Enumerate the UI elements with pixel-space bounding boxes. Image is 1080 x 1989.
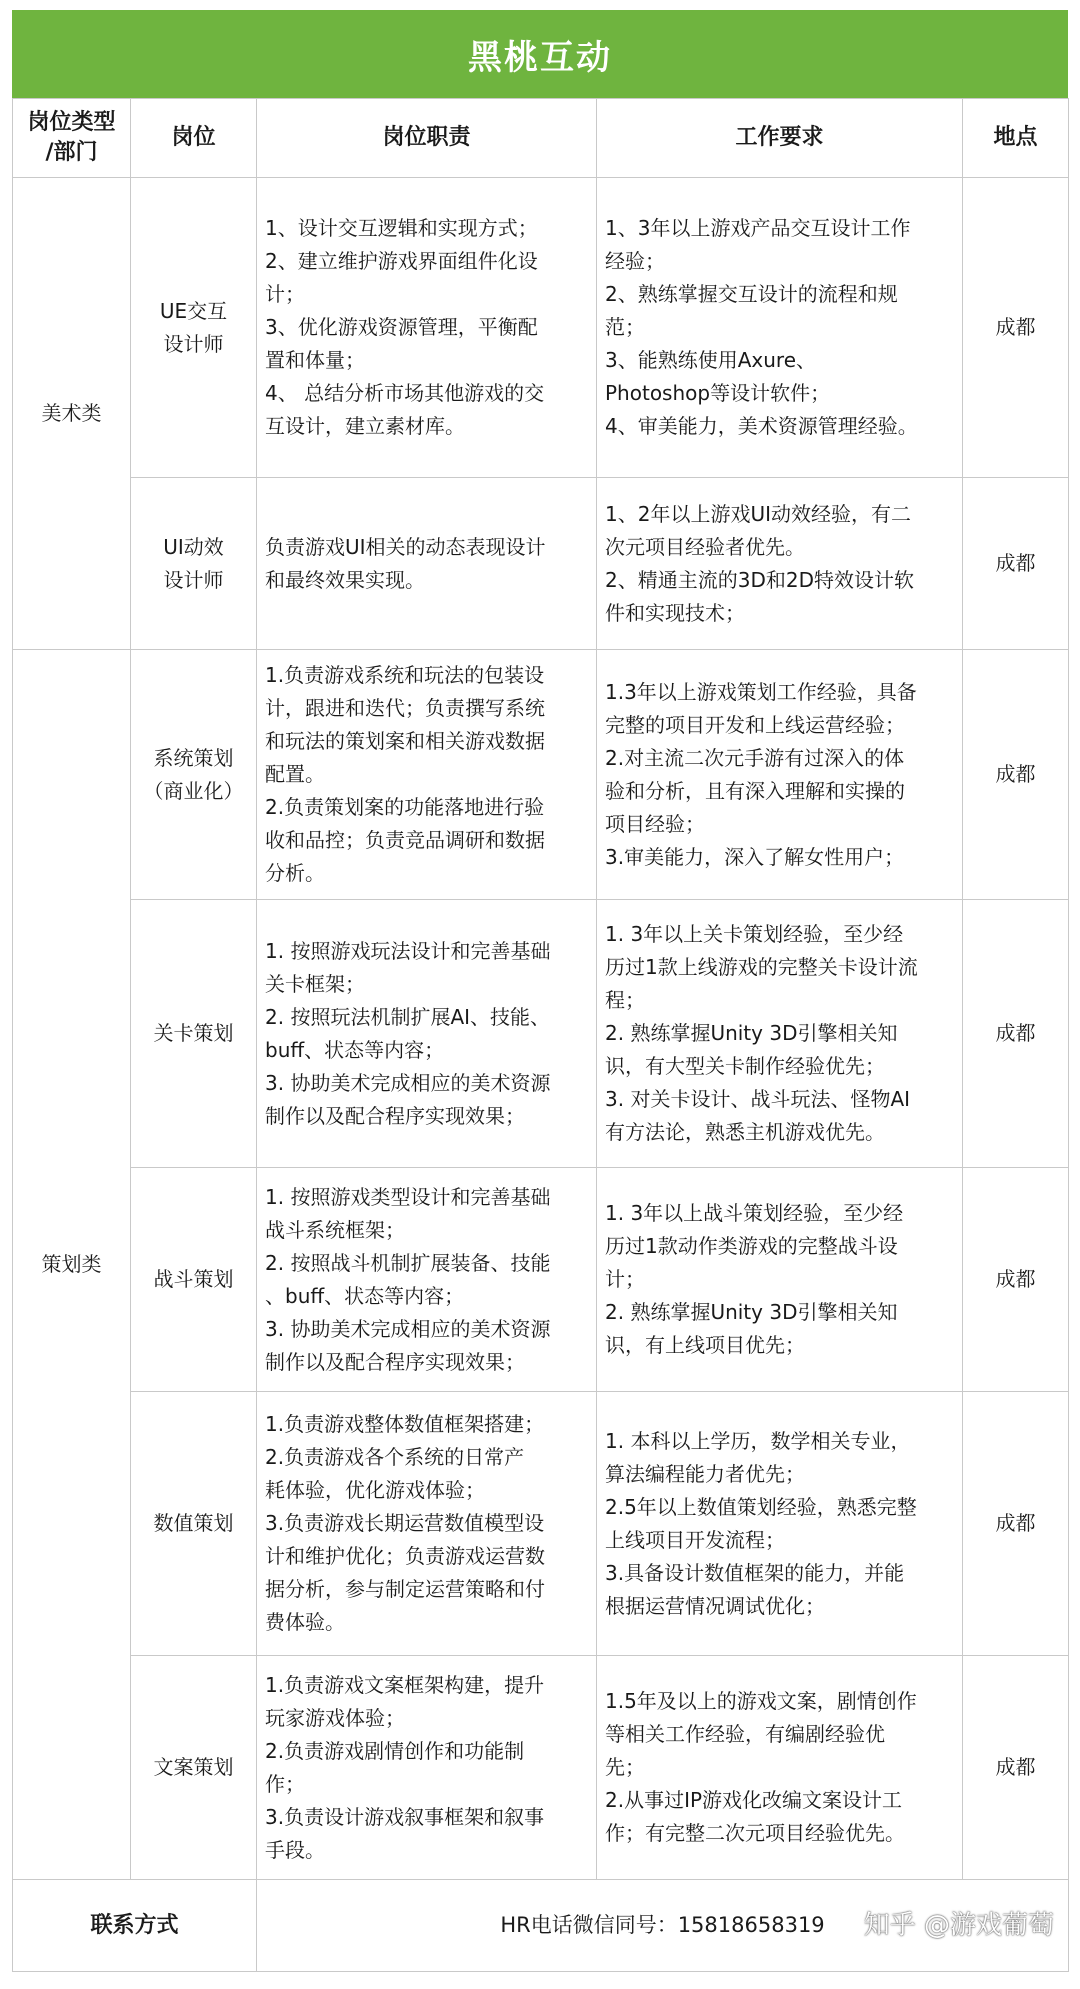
requirement-line: 根据运营情况调试优化； [605,1593,825,1618]
duty-line: 费体验。 [265,1610,345,1634]
requirement-line: 3. 对关卡设计、战斗玩法、怪物AI [605,1087,911,1111]
duties-cell [257,1656,597,1880]
position-cell [131,1168,257,1392]
requirements-cell [597,650,963,900]
header-location: 地点 [963,99,1069,178]
department-cell: 美术类 [13,178,131,650]
requirement-line: 历过1款上线游戏的完整关卡设计流 [605,955,918,979]
duties-cell [257,478,597,650]
duty-line: 2. 按照战斗机制扩展装备、技能 [265,1250,551,1275]
requirement-line: 算法编程能力者优先； [605,1461,805,1486]
location-cell: 成都 [963,1656,1069,1880]
requirement-line: 验和分析，且有深入理解和实操的 [605,778,905,803]
header-type: 岗位类型 /部门 [13,99,131,178]
duty-line: 和最终效果实现。 [265,567,425,592]
position-cell [131,900,257,1168]
department-cell: 策划类 [13,650,131,1880]
duty-line: 1.负责游戏整体数值框架搭建； [265,1412,545,1436]
requirement-line: 件和实现技术； [605,600,745,625]
duty-line: 战斗系统框架； [265,1217,405,1242]
duty-line: 3.负责设计游戏叙事框架和叙事 [265,1804,545,1829]
duty-line: 关卡框架； [265,971,365,996]
duties-cell [257,1392,597,1656]
duty-line: 计，跟进和迭代；负责撰写系统 [265,696,545,720]
position-line: 数值策划 [153,1511,234,1535]
job-row [13,1168,1069,1392]
duty-line: buff、状态等内容； [265,1037,445,1062]
position-line: UI动效 [163,534,224,559]
requirement-line: 2、熟练掌握交互设计的流程和规 [605,282,898,306]
position-line: 关卡策划 [153,1021,234,1045]
duty-line: 和玩法的策划案和相关游戏数据 [265,729,545,753]
requirement-line: 1、2年以上游戏UI动效经验，有二 [605,501,911,526]
position-line: 设计师 [163,567,224,592]
contact-value-cell [257,1880,1069,1972]
requirements-cell [597,478,963,650]
location-cell: 成都 [963,1168,1069,1392]
duties-cell [257,178,597,478]
requirement-line: 1.5年及以上的游戏文案，剧情创作 [605,1689,917,1713]
position-cell [131,178,257,478]
duty-line: 4、 总结分析市场其他游戏的交 [265,381,545,405]
header-duties: 岗位职责 [257,99,597,178]
duty-line: 置和体量； [265,348,365,372]
duty-line: 1.负责游戏文案框架构建，提升 [265,1672,545,1697]
duty-line: 3、优化游戏资源管理，平衡配 [265,315,538,339]
duty-line: 、buff、状态等内容； [265,1283,465,1308]
header-position: 岗位 [131,99,257,178]
requirement-line: 先； [605,1755,645,1779]
requirement-line: 2. 熟练掌握Unity 3D引擎相关知 [605,1021,898,1045]
requirement-line: 项目经验； [605,811,705,836]
requirement-line: 范； [605,315,645,339]
requirements-cell [597,178,963,478]
duty-line: 制作以及配合程序实现效果； [265,1349,525,1374]
requirement-line: 1. 3年以上关卡策划经验，至少经 [605,922,904,946]
requirement-line: 等相关工作经验，有编剧经验优 [605,1722,885,1746]
requirement-line: 完整的项目开发和上线运营经验； [605,712,905,737]
contact-row [13,1880,1069,1972]
requirement-line: 1、3年以上游戏产品交互设计工作 [605,216,911,240]
requirement-line: 2. 熟练掌握Unity 3D引擎相关知 [605,1300,898,1324]
location-cell: 成都 [963,178,1069,478]
requirement-line: 3、能熟练使用Axure、 [605,348,817,372]
job-row [13,478,1069,650]
duties-cell [257,650,597,900]
requirement-line: 3.审美能力，深入了解女性用户； [605,844,905,869]
requirement-line: 1. 3年以上战斗策划经验，至少经 [605,1201,904,1225]
requirement-line: 2.5年以上数值策划经验，熟悉完整 [605,1494,917,1519]
watermark: 知乎 @游戏葡萄 [863,1910,1054,1940]
duty-line: 玩家游戏体验； [265,1705,405,1730]
location-cell: 成都 [963,900,1069,1168]
duty-line: 制作以及配合程序实现效果； [265,1103,525,1128]
duty-line: 3. 协助美术完成相应的美术资源 [265,1070,551,1095]
page-title: 黑桃互动 [12,10,1068,98]
duty-line: 2.负责游戏各个系统的日常产 [265,1445,525,1469]
requirement-line: Photoshop等设计软件； [605,381,831,405]
requirement-line: 经验； [605,249,665,273]
requirements-cell [597,900,963,1168]
duties-cell [257,1168,597,1392]
position-line: 设计师 [163,331,224,356]
requirement-line: 2、精通主流的3D和2D特效设计软 [605,567,914,592]
requirement-line: 3.具备设计数值框架的能力，并能 [605,1560,905,1585]
duty-line: 作； [265,1771,305,1796]
requirement-line: 识，有大型关卡制作经验优先； [605,1054,885,1078]
duty-line: 3. 协助美术完成相应的美术资源 [265,1316,551,1341]
requirement-line: 有方法论，熟悉主机游戏优先。 [605,1120,885,1144]
duty-line: 1. 按照游戏类型设计和完善基础 [265,1184,551,1209]
duty-line: 配置。 [265,762,325,786]
location-cell: 成都 [963,650,1069,900]
job-row [13,178,1069,478]
header-requirements: 工作要求 [597,99,963,178]
position-line: 战斗策划 [153,1267,234,1291]
requirement-line: 4、审美能力，美术资源管理经验。 [605,414,918,438]
duty-line: 负责游戏UI相关的动态表现设计 [265,534,546,559]
requirement-line: 1.3年以上游戏策划工作经验，具备 [605,679,917,704]
duty-line: 1. 按照游戏玩法设计和完善基础 [265,938,551,963]
requirement-line: 作；有完整二次元项目经验优先。 [605,1821,905,1845]
position-cell [131,650,257,900]
requirements-cell [597,1168,963,1392]
job-row [13,900,1069,1168]
job-row [13,1656,1069,1880]
requirements-cell [597,1392,963,1656]
job-row [13,1392,1069,1656]
duty-line: 收和品控；负责竞品调研和数据 [265,828,545,852]
position-line: UE交互 [159,298,228,323]
duty-line: 据分析，参与制定运营策略和付 [265,1577,545,1601]
header-row [13,99,1069,178]
job-table [12,98,1069,1972]
requirement-line: 2.从事过IP游戏化改编文案设计工 [605,1788,903,1812]
duty-line: 2. 按照玩法机制扩展AI、技能、 [265,1004,551,1029]
requirement-line: 识，有上线项目优先； [605,1333,805,1357]
contact-label: 联系方式 [13,1880,257,1972]
duty-line: 计和维护优化；负责游戏运营数 [265,1544,545,1568]
contact-value: HR电话微信同号：15818658319 [500,1913,825,1937]
duty-line: 计； [265,282,305,306]
requirement-line: 程； [605,988,645,1012]
position-cell [131,478,257,650]
duty-line: 1.负责游戏系统和玩法的包装设 [265,663,545,687]
location-cell: 成都 [963,1392,1069,1656]
requirement-line: 1. 本科以上学历，数学相关专业， [605,1428,911,1453]
requirement-line: 次元项目经验者优先。 [605,534,805,559]
duty-line: 2、建立维护游戏界面组件化设 [265,249,538,273]
requirement-line: 上线项目开发流程； [605,1527,785,1552]
duty-line: 互设计，建立素材库。 [265,414,465,438]
requirement-line: 2.对主流二次元手游有过深入的体 [605,745,905,770]
duty-line: 分析。 [265,861,325,885]
position-line: 文案策划 [153,1755,234,1779]
job-row [13,650,1069,900]
position-cell [131,1392,257,1656]
position-line: 系统策划 [153,745,234,770]
duty-line: 2.负责游戏剧情创作和功能制 [265,1738,525,1763]
requirements-cell [597,1656,963,1880]
duties-cell [257,900,597,1168]
duty-line: 手段。 [265,1837,325,1862]
requirement-line: 历过1款动作类游戏的完整战斗设 [605,1234,898,1258]
location-cell: 成都 [963,478,1069,650]
duty-line: 2.负责策划案的功能落地进行验 [265,795,545,819]
recruitment-sheet [12,10,1068,1979]
duty-line: 3.负责游戏长期运营数值模型设 [265,1511,545,1535]
duty-line: 1、设计交互逻辑和实现方式； [265,216,538,240]
requirement-line: 计； [605,1267,645,1291]
duty-line: 耗体验，优化游戏体验； [265,1478,485,1502]
position-line: （商业化） [143,778,244,803]
position-cell [131,1656,257,1880]
